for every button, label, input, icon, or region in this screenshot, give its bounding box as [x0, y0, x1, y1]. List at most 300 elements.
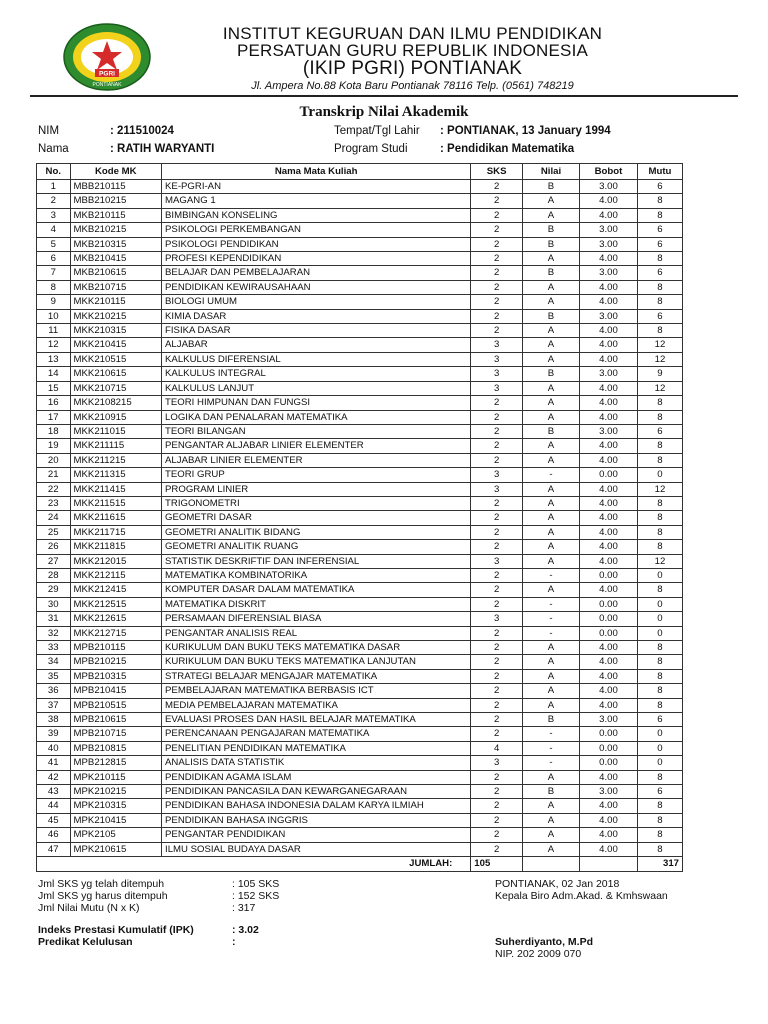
row-kode-mk: MPB210315 [70, 669, 162, 683]
header-no: No. [37, 164, 71, 180]
sks-ditempuh-label: Jml SKS yg telah ditempuh [38, 878, 165, 890]
row-kode-mk: MKK210915 [70, 410, 162, 424]
row-kode-mk: MPB210615 [70, 713, 162, 727]
row-no: 46 [37, 828, 71, 842]
row-nama-mata-kuliah: BELAJAR DAN PEMBELAJARAN [162, 266, 471, 280]
row-kode-mk: MPK210615 [70, 842, 162, 856]
row-bobot: 4.00 [580, 554, 638, 568]
row-bobot: 3.00 [580, 180, 638, 194]
table-row [37, 352, 683, 366]
row-bobot: 0.00 [580, 727, 638, 741]
row-mutu: 6 [637, 266, 682, 280]
row-sks: 3 [471, 468, 523, 482]
row-sks: 2 [471, 237, 523, 251]
row-no: 24 [37, 511, 71, 525]
table-row [37, 266, 683, 280]
row-no: 38 [37, 713, 71, 727]
row-sks: 2 [471, 655, 523, 669]
row-bobot: 3.00 [580, 713, 638, 727]
header-nilai: Nilai [522, 164, 579, 180]
predikat-value: : [232, 936, 236, 948]
institution-name-line2: PERSATUAN GURU REPUBLIK INDONESIA [236, 41, 589, 60]
row-mutu: 0 [637, 727, 682, 741]
table-row [37, 799, 683, 813]
row-no: 45 [37, 813, 71, 827]
row-no: 6 [37, 252, 71, 266]
row-kode-mk: MBB210115 [70, 180, 162, 194]
row-no: 32 [37, 626, 71, 640]
institution-address: Jl. Ampera No.88 Kota Baru Pontianak 78116 Telp. (0561) 748219 [251, 80, 574, 92]
table-row [37, 496, 683, 510]
row-nilai: A [522, 381, 579, 395]
row-nilai: A [522, 208, 579, 222]
row-nama-mata-kuliah: KE-PGRI-AN [162, 180, 471, 194]
row-kode-mk: MPB210815 [70, 741, 162, 755]
row-mutu: 8 [637, 641, 682, 655]
table-row [37, 338, 683, 352]
row-nama-mata-kuliah: GEOMETRI ANALITIK BIDANG [162, 525, 471, 539]
row-mutu: 6 [637, 424, 682, 438]
row-mutu: 6 [637, 237, 682, 251]
row-nilai: - [522, 568, 579, 582]
row-bobot: 3.00 [580, 237, 638, 251]
table-row [37, 280, 683, 294]
row-kode-mk: MPK210115 [70, 770, 162, 784]
row-kode-mk: MKB210415 [70, 252, 162, 266]
row-nama-mata-kuliah: PERSAMAAN DIFERENSIAL BIASA [162, 612, 471, 626]
row-kode-mk: MKK210415 [70, 338, 162, 352]
row-sks: 2 [471, 525, 523, 539]
row-nilai: B [522, 237, 579, 251]
table-row [37, 583, 683, 597]
row-nilai: A [522, 540, 579, 554]
nama-label: Nama [38, 143, 69, 155]
row-nama-mata-kuliah: STATISTIK DESKRIFTIF DAN INFERENSIAL [162, 554, 471, 568]
row-bobot: 4.00 [580, 439, 638, 453]
row-bobot: 4.00 [580, 525, 638, 539]
row-no: 20 [37, 453, 71, 467]
row-bobot: 4.00 [580, 410, 638, 424]
row-sks: 2 [471, 511, 523, 525]
row-nama-mata-kuliah: TEORI GRUP [162, 468, 471, 482]
row-sks: 2 [471, 410, 523, 424]
row-nilai: A [522, 252, 579, 266]
row-sks: 3 [471, 482, 523, 496]
row-mutu: 8 [637, 252, 682, 266]
row-nilai: A [522, 525, 579, 539]
row-mutu: 6 [637, 785, 682, 799]
row-kode-mk: MKK212515 [70, 597, 162, 611]
sks-harus-label: Jml SKS yg harus ditempuh [38, 890, 168, 902]
row-bobot: 3.00 [580, 785, 638, 799]
row-bobot: 4.00 [580, 324, 638, 338]
row-kode-mk: MKB210315 [70, 237, 162, 251]
row-nama-mata-kuliah: ANALISIS DATA STATISTIK [162, 756, 471, 770]
row-mutu: 8 [637, 799, 682, 813]
row-sks: 2 [471, 453, 523, 467]
table-row [37, 396, 683, 410]
table-row [37, 641, 683, 655]
row-no: 4 [37, 223, 71, 237]
row-mutu: 8 [637, 525, 682, 539]
row-nama-mata-kuliah: ILMU SOSIAL BUDAYA DASAR [162, 842, 471, 856]
row-mutu: 12 [637, 482, 682, 496]
row-bobot: 4.00 [580, 770, 638, 784]
total-sks: 105 [471, 857, 523, 871]
row-nama-mata-kuliah: PERENCANAAN PENGAJARAN MATEMATIKA [162, 727, 471, 741]
row-sks: 2 [471, 194, 523, 208]
row-mutu: 8 [637, 583, 682, 597]
row-nilai: B [522, 266, 579, 280]
institution-name-line3: (IKIP PGRI) PONTIANAK [302, 58, 523, 79]
row-nama-mata-kuliah: PENDIDIKAN BAHASA INGGRIS [162, 813, 471, 827]
row-mutu: 8 [637, 540, 682, 554]
row-no: 13 [37, 352, 71, 366]
row-no: 7 [37, 266, 71, 280]
row-kode-mk: MKK210715 [70, 381, 162, 395]
table-row [37, 626, 683, 640]
row-nilai: A [522, 396, 579, 410]
table-row [37, 655, 683, 669]
table-row [37, 468, 683, 482]
row-mutu: 8 [637, 698, 682, 712]
table-row [37, 568, 683, 582]
row-nama-mata-kuliah: KIMIA DASAR [162, 309, 471, 323]
total-empty-nilai [522, 857, 579, 871]
row-kode-mk: MPK2105 [70, 828, 162, 842]
row-kode-mk: MKK212415 [70, 583, 162, 597]
row-sks: 2 [471, 424, 523, 438]
row-mutu: 0 [637, 741, 682, 755]
table-header-row [37, 164, 683, 180]
row-nama-mata-kuliah: PSIKOLOGI PENDIDIKAN [162, 237, 471, 251]
row-sks: 2 [471, 280, 523, 294]
row-kode-mk: MKK210515 [70, 352, 162, 366]
row-sks: 2 [471, 266, 523, 280]
row-bobot: 4.00 [580, 669, 638, 683]
row-nilai: A [522, 352, 579, 366]
row-bobot: 0.00 [580, 756, 638, 770]
row-kode-mk: MKK2108215 [70, 396, 162, 410]
row-nama-mata-kuliah: PENDIDIKAN PANCASILA DAN KEWARGANEGARAAN [162, 785, 471, 799]
row-no: 3 [37, 208, 71, 222]
row-nilai: A [522, 439, 579, 453]
row-bobot: 4.00 [580, 684, 638, 698]
table-row [37, 295, 683, 309]
row-no: 26 [37, 540, 71, 554]
row-no: 9 [37, 295, 71, 309]
ttl-label: Tempat/Tgl Lahir [334, 125, 420, 137]
row-nilai: A [522, 799, 579, 813]
row-mutu: 0 [637, 626, 682, 640]
nilai-mutu-value: : 317 [232, 902, 256, 914]
table-row [37, 756, 683, 770]
row-sks: 3 [471, 612, 523, 626]
row-nilai: B [522, 785, 579, 799]
row-nama-mata-kuliah: PENELITIAN PENDIDIKAN MATEMATIKA [162, 741, 471, 755]
row-mutu: 12 [637, 352, 682, 366]
row-mutu: 8 [637, 410, 682, 424]
row-nama-mata-kuliah: PROFESI KEPENDIDIKAN [162, 252, 471, 266]
table-row [37, 698, 683, 712]
signature-place-date: PONTIANAK, 02 Jan 2018 [495, 878, 620, 890]
table-row [37, 540, 683, 554]
row-nilai: A [522, 453, 579, 467]
row-nama-mata-kuliah: MATEMATIKA DISKRIT [162, 597, 471, 611]
row-bobot: 4.00 [580, 396, 638, 410]
row-bobot: 4.00 [580, 583, 638, 597]
row-no: 29 [37, 583, 71, 597]
row-nama-mata-kuliah: KALKULUS DIFERENSIAL [162, 352, 471, 366]
row-bobot: 4.00 [580, 194, 638, 208]
prodi-value: : Pendidikan Matematika [440, 143, 575, 155]
row-nilai: - [522, 468, 579, 482]
row-nama-mata-kuliah: TEORI BILANGAN [162, 424, 471, 438]
row-no: 27 [37, 554, 71, 568]
row-nilai: A [522, 669, 579, 683]
row-kode-mk: MKK211315 [70, 468, 162, 482]
row-nilai: A [522, 684, 579, 698]
row-bobot: 3.00 [580, 309, 638, 323]
row-nama-mata-kuliah: PENDIDIKAN BAHASA INDONESIA DALAM KARYA ILMIAH [162, 799, 471, 813]
row-mutu: 8 [637, 208, 682, 222]
row-sks: 4 [471, 741, 523, 755]
row-sks: 2 [471, 813, 523, 827]
row-bobot: 4.00 [580, 381, 638, 395]
header-nama-mata-kuliah: Nama Mata Kuliah [162, 164, 471, 180]
row-sks: 3 [471, 338, 523, 352]
row-bobot: 4.00 [580, 352, 638, 366]
row-mutu: 8 [637, 842, 682, 856]
row-nilai: A [522, 410, 579, 424]
row-nilai: A [522, 842, 579, 856]
row-nilai: B [522, 367, 579, 381]
row-no: 41 [37, 756, 71, 770]
row-no: 10 [37, 309, 71, 323]
row-sks: 2 [471, 785, 523, 799]
row-sks: 2 [471, 669, 523, 683]
row-no: 1 [37, 180, 71, 194]
row-kode-mk: MPB210115 [70, 641, 162, 655]
row-sks: 2 [471, 496, 523, 510]
table-row [37, 813, 683, 827]
row-nilai: A [522, 324, 579, 338]
ipk-label: Indeks Prestasi Kumulatif (IPK) [38, 924, 194, 936]
row-bobot: 0.00 [580, 568, 638, 582]
table-row [37, 453, 683, 467]
row-nilai: A [522, 511, 579, 525]
row-bobot: 4.00 [580, 799, 638, 813]
table-row [37, 180, 683, 194]
row-kode-mk: MKK211615 [70, 511, 162, 525]
logo-text: PGRI [99, 70, 115, 78]
table-row [37, 741, 683, 755]
letterhead [0, 0, 768, 100]
table-row [37, 554, 683, 568]
row-sks: 2 [471, 641, 523, 655]
row-no: 17 [37, 410, 71, 424]
row-no: 15 [37, 381, 71, 395]
row-mutu: 8 [637, 770, 682, 784]
row-nama-mata-kuliah: BIOLOGI UMUM [162, 295, 471, 309]
row-kode-mk: MKK211415 [70, 482, 162, 496]
table-row [37, 439, 683, 453]
row-sks: 3 [471, 381, 523, 395]
table-row [37, 770, 683, 784]
row-bobot: 0.00 [580, 626, 638, 640]
table-row [37, 525, 683, 539]
row-mutu: 8 [637, 496, 682, 510]
row-sks: 2 [471, 324, 523, 338]
row-nilai: - [522, 756, 579, 770]
row-kode-mk: MKK211215 [70, 453, 162, 467]
row-sks: 2 [471, 698, 523, 712]
row-nilai: A [522, 583, 579, 597]
table-row [37, 597, 683, 611]
table-row [37, 828, 683, 842]
row-nama-mata-kuliah: FISIKA DASAR [162, 324, 471, 338]
row-kode-mk: MPK210315 [70, 799, 162, 813]
row-no: 22 [37, 482, 71, 496]
header-mutu: Mutu [637, 164, 682, 180]
table-row [37, 237, 683, 251]
nama-value: : RATIH WARYANTI [110, 143, 215, 155]
row-no: 34 [37, 655, 71, 669]
row-sks: 3 [471, 554, 523, 568]
row-sks: 2 [471, 223, 523, 237]
row-bobot: 4.00 [580, 641, 638, 655]
table-row [37, 252, 683, 266]
row-mutu: 8 [637, 324, 682, 338]
row-nama-mata-kuliah: MEDIA PEMBELAJARAN MATEMATIKA [162, 698, 471, 712]
row-nama-mata-kuliah: GEOMETRI DASAR [162, 511, 471, 525]
row-kode-mk: MKB210715 [70, 280, 162, 294]
row-nilai: A [522, 813, 579, 827]
row-bobot: 3.00 [580, 367, 638, 381]
logo-bottom-text: PONTIANAK [92, 82, 122, 88]
row-bobot: 4.00 [580, 208, 638, 222]
row-kode-mk: MKK211115 [70, 439, 162, 453]
row-no: 25 [37, 525, 71, 539]
row-nilai: A [522, 698, 579, 712]
row-kode-mk: MKK212615 [70, 612, 162, 626]
row-nama-mata-kuliah: PROGRAM LINIER [162, 482, 471, 496]
row-nilai: A [522, 338, 579, 352]
row-kode-mk: MKK210615 [70, 367, 162, 381]
row-nama-mata-kuliah: PENDIDIKAN AGAMA ISLAM [162, 770, 471, 784]
row-kode-mk: MPK210415 [70, 813, 162, 827]
table-row [37, 684, 683, 698]
row-no: 44 [37, 799, 71, 813]
institution-logo [62, 22, 152, 92]
row-sks: 3 [471, 352, 523, 366]
row-nilai: A [522, 828, 579, 842]
row-mutu: 12 [637, 338, 682, 352]
row-kode-mk: MPB212815 [70, 756, 162, 770]
row-bobot: 4.00 [580, 842, 638, 856]
row-mutu: 8 [637, 439, 682, 453]
row-nama-mata-kuliah: TRIGONOMETRI [162, 496, 471, 510]
row-kode-mk: MKK210215 [70, 309, 162, 323]
row-no: 21 [37, 468, 71, 482]
row-bobot: 4.00 [580, 295, 638, 309]
row-sks: 2 [471, 568, 523, 582]
row-mutu: 0 [637, 597, 682, 611]
row-nama-mata-kuliah: LOGIKA DAN PENALARAN MATEMATIKA [162, 410, 471, 424]
row-bobot: 3.00 [580, 266, 638, 280]
row-kode-mk: MPK210215 [70, 785, 162, 799]
total-mutu: 317 [637, 857, 682, 871]
row-nilai: B [522, 223, 579, 237]
sks-ditempuh-value: : 105 SKS [232, 878, 280, 890]
row-bobot: 0.00 [580, 612, 638, 626]
header-kode-mk: Kode MK [70, 164, 162, 180]
row-bobot: 4.00 [580, 540, 638, 554]
ttl-value: : PONTIANAK, 13 January 1994 [440, 125, 611, 137]
row-mutu: 8 [637, 295, 682, 309]
row-no: 14 [37, 367, 71, 381]
row-nama-mata-kuliah: EVALUASI PROSES DAN HASIL BELAJAR MATEMATIKA [162, 713, 471, 727]
row-nilai: A [522, 770, 579, 784]
row-no: 11 [37, 324, 71, 338]
row-mutu: 6 [637, 713, 682, 727]
row-nama-mata-kuliah: GEOMETRI ANALITIK RUANG [162, 540, 471, 554]
row-no: 35 [37, 669, 71, 683]
table-row [37, 223, 683, 237]
row-nama-mata-kuliah: PEMBELAJARAN MATEMATIKA BERBASIS ICT [162, 684, 471, 698]
row-nilai: A [522, 482, 579, 496]
row-nama-mata-kuliah: PENGANTAR ALJABAR LINIER ELEMENTER [162, 439, 471, 453]
row-mutu: 12 [637, 381, 682, 395]
row-bobot: 4.00 [580, 828, 638, 842]
row-no: 19 [37, 439, 71, 453]
row-kode-mk: MKK211815 [70, 540, 162, 554]
row-nilai: B [522, 424, 579, 438]
row-nama-mata-kuliah: TEORI HIMPUNAN DAN FUNGSI [162, 396, 471, 410]
row-bobot: 4.00 [580, 496, 638, 510]
row-nama-mata-kuliah: STRATEGI BELAJAR MENGAJAR MATEMATIKA [162, 669, 471, 683]
nilai-mutu-label: Jml Nilai Mutu (N x K) [38, 902, 140, 914]
row-sks: 2 [471, 583, 523, 597]
row-no: 28 [37, 568, 71, 582]
row-kode-mk: MKK210115 [70, 295, 162, 309]
total-empty-bobot [580, 857, 638, 871]
row-bobot: 4.00 [580, 453, 638, 467]
row-sks: 2 [471, 828, 523, 842]
row-no: 30 [37, 597, 71, 611]
row-bobot: 4.00 [580, 655, 638, 669]
table-row [37, 309, 683, 323]
row-sks: 3 [471, 367, 523, 381]
row-nilai: A [522, 554, 579, 568]
row-mutu: 8 [637, 828, 682, 842]
predikat-label: Predikat Kelulusan [38, 936, 133, 948]
table-row [37, 669, 683, 683]
row-sks: 3 [471, 756, 523, 770]
row-kode-mk: MPB210415 [70, 684, 162, 698]
row-no: 31 [37, 612, 71, 626]
row-nama-mata-kuliah: ALJABAR [162, 338, 471, 352]
row-mutu: 8 [637, 669, 682, 683]
row-kode-mk: MKK211515 [70, 496, 162, 510]
row-nama-mata-kuliah: ALJABAR LINIER ELEMENTER [162, 453, 471, 467]
row-mutu: 8 [637, 655, 682, 669]
row-mutu: 8 [637, 453, 682, 467]
row-nilai: - [522, 741, 579, 755]
row-no: 33 [37, 641, 71, 655]
row-no: 47 [37, 842, 71, 856]
total-label: JUMLAH: [37, 857, 471, 871]
